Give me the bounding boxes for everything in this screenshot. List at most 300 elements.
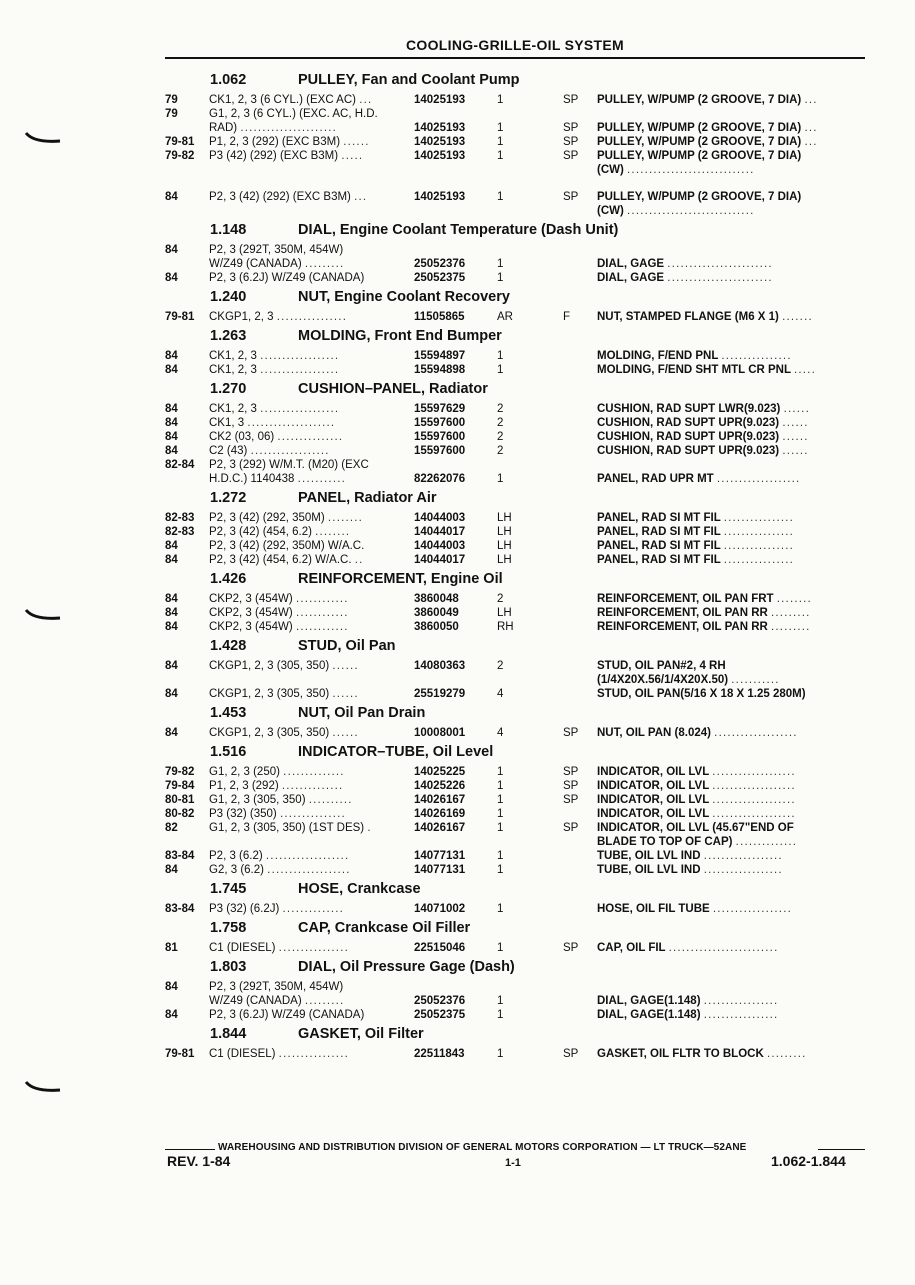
usage-description [209,821,372,835]
usage-text: RAD) [209,122,238,134]
dot-leader: ... [804,94,818,106]
section-number: 1.758 [210,920,247,936]
part-name [597,363,816,377]
dot-leader: ............ [295,593,349,605]
source-code: SP [563,150,579,162]
binder-mark-icon [24,131,64,145]
section-header [165,955,865,980]
section-name: STUD, Oil Pan [298,638,396,654]
usage-description [209,765,345,779]
model-year: 79 [165,94,178,106]
part-name [597,149,801,163]
table-row [165,835,865,849]
part-name [597,310,813,324]
part-name-text: MOLDING, F/END SHT MTL CR PNL [597,364,791,376]
dot-leader: ........ [315,526,351,538]
quantity: 1 [497,191,504,203]
model-year: 84 [165,191,178,203]
usage-description [209,793,353,807]
part-name [597,1008,778,1022]
model-year: 84 [165,727,178,739]
model-year: 83-84 [165,850,195,862]
dot-leader: ...... [782,417,809,429]
section-name: INDICATOR–TUBE, Oil Level [298,744,494,760]
dot-leader: ................ [278,1048,349,1060]
quantity: 1 [497,1009,504,1021]
part-name [597,849,783,863]
model-year: 79-81 [165,311,195,323]
source-code: SP [563,766,579,778]
table-row [165,93,865,107]
dot-leader: ...... [343,136,370,148]
part-name-text: DIAL, GAGE(1.148) [597,1009,701,1021]
section-header [165,1022,865,1047]
quantity: 4 [497,727,504,739]
part-number: 14026169 [414,808,466,820]
dot-leader: ............... [277,431,344,443]
usage-text: P2, 3 (292T, 350M, 454W) [209,981,344,993]
table-row [165,363,865,377]
section-number: 1.453 [210,705,247,721]
part-name-text: CUSHION, RAD SUPT UPR(9.023) [597,445,780,457]
dot-leader: ... [804,122,818,134]
table-row [165,849,865,863]
section-number: 1.270 [210,381,247,397]
dot-leader: ................ [276,311,348,323]
model-year: 82-84 [165,459,195,471]
part-name [597,204,755,218]
usage-text: CK1, 3 [209,417,245,429]
table-row [165,539,865,553]
section-number: 1.745 [210,881,247,897]
usage-description [209,659,359,673]
dot-leader: ................... [712,780,796,792]
usage-text: CK1, 2, 3 [209,403,257,415]
part-number: 14025193 [414,191,466,203]
dot-leader: .................. [250,445,330,457]
part-number: 15594898 [414,364,466,376]
model-year: 79-84 [165,780,195,792]
table-row [165,765,865,779]
table-row [165,902,865,916]
dot-leader: ...... [782,431,809,443]
dot-leader: ................... [712,766,796,778]
model-year: 84 [165,445,178,457]
usage-description [209,863,351,877]
part-name [597,472,800,486]
quantity: 1 [497,850,504,862]
table-row [165,402,865,416]
part-name [597,271,773,285]
part-number: 14080363 [414,660,466,672]
section-name: DIAL, Oil Pressure Gage (Dash) [298,959,515,975]
section-header [165,68,865,93]
usage-text: P2, 3 (6.2J) W/Z49 (CANADA) [209,1009,365,1021]
table-row [165,511,865,525]
dot-leader: .............. [281,780,344,792]
section-name: CAP, Crankcase Oil Filler [298,920,471,936]
dot-leader: ......... [304,258,345,270]
part-number: 3860048 [414,593,459,605]
table-row [165,726,865,740]
usage-text: G1, 2, 3 (305, 350) [209,794,306,806]
source-code: SP [563,727,579,739]
table-row [165,135,865,149]
dot-leader: ........ [327,512,364,524]
usage-description [209,458,369,472]
usage-text: P3 (32) (350) [209,808,277,820]
part-name [597,863,783,877]
table-row [165,190,865,204]
dot-leader: ....... [782,311,813,323]
part-name-text: STUD, OIL PAN(5/16 X 18 X 1.25 280M) [597,688,806,700]
usage-description [209,849,349,863]
usage-text: G1, 2, 3 (6 CYL.) (EXC. AC, H.D. [209,108,378,120]
part-name-text: MOLDING, F/END PNL [597,350,719,362]
usage-description [209,257,344,271]
part-name [597,793,796,807]
dot-leader: .................... [247,417,336,429]
table-row [165,430,865,444]
table-row [165,204,865,218]
usage-description [209,606,349,620]
quantity: LH [497,512,512,524]
table-row [165,149,865,163]
part-name-text: CAP, OIL FIL [597,942,666,954]
quantity: 2 [497,417,504,429]
table-row [165,821,865,835]
dot-leader: ......................... [668,942,779,954]
part-number: 14025225 [414,766,466,778]
part-number: 14025226 [414,780,466,792]
part-name-text: INDICATOR, OIL LVL [597,808,710,820]
part-name-text: (CW) [597,164,624,176]
table-row [165,941,865,955]
usage-description [209,135,370,149]
part-name-text: INDICATOR, OIL LVL [597,794,710,806]
section-name: HOSE, Crankcase [298,881,421,897]
table-row [165,444,865,458]
model-year: 84 [165,554,178,566]
section-range: 1.062-1.844 [771,1153,846,1169]
part-name-text: CUSHION, RAD SUPT UPR(9.023) [597,431,780,443]
dot-leader: .................. [260,403,340,415]
usage-description [209,121,337,135]
part-number: 14044003 [414,512,466,524]
part-number: 25052375 [414,272,466,284]
usage-text: CKGP1, 2, 3 (305, 350) [209,660,330,672]
source-code: SP [563,122,579,134]
part-name-text: REINFORCEMENT, OIL PAN RR [597,607,768,619]
model-year: 83-84 [165,903,195,915]
usage-description [209,620,349,634]
section-header [165,740,865,765]
section-header [165,218,865,243]
model-year: 84 [165,364,178,376]
section-name: GASKET, Oil Filter [298,1026,424,1042]
usage-text: P2, 3 (42) (292, 350M) [209,512,325,524]
dot-leader: ...... [782,445,809,457]
part-number: 22515046 [414,942,466,954]
table-row [165,349,865,363]
quantity: 1 [497,473,504,485]
source-code: SP [563,942,579,954]
part-name-text: REINFORCEMENT, OIL PAN RR [597,621,768,633]
quantity: 1 [497,780,504,792]
quantity: 2 [497,403,504,415]
section-header [165,324,865,349]
usage-description [209,807,346,821]
quantity: 1 [497,903,504,915]
table-row [165,107,865,121]
usage-text: CKP2, 3 (454W) [209,593,293,605]
part-name-text: PANEL, RAD SI MT FIL [597,526,721,538]
dot-leader: ...... [332,688,359,700]
part-number: 3860050 [414,621,459,633]
usage-text: G2, 3 (6.2) [209,864,264,876]
usage-text: W/Z49 (CANADA) [209,995,302,1007]
dot-leader: ............................. [627,205,755,217]
part-number: 14044003 [414,540,466,552]
usage-text: P2, 3 (42) (454, 6.2) [209,526,312,538]
part-name [597,430,809,444]
part-name-text: (1/4X20X.56/1/4X20X.50) [597,674,729,686]
row-spacer [165,177,865,190]
source-code: SP [563,94,579,106]
part-name-text: DIAL, GAGE [597,272,665,284]
part-number: 3860049 [414,607,459,619]
model-year: 84 [165,981,178,993]
model-year: 84 [165,621,178,633]
part-name-text: PULLEY, W/PUMP (2 GROOVE, 7 DIA) [597,136,802,148]
table-row [165,994,865,1008]
dot-leader: ..... [341,150,364,162]
quantity: 1 [497,94,504,106]
part-number: 25052375 [414,1009,466,1021]
table-row [165,659,865,673]
part-name [597,779,796,793]
source-code: SP [563,136,579,148]
revision-label: REV. 1-84 [167,1153,231,1169]
table-row [165,620,865,634]
section-header [165,916,865,941]
footer-rule [165,1149,215,1150]
part-name [597,726,798,740]
quantity: LH [497,540,512,552]
dot-leader: ........................ [667,272,773,284]
model-year: 84 [165,1009,178,1021]
part-name [597,821,794,835]
part-name [597,592,812,606]
dot-leader: ..... [794,364,816,376]
quantity: 1 [497,364,504,376]
dot-leader: ................ [721,350,792,362]
source-code: SP [563,794,579,806]
table-row [165,257,865,271]
quantity: 1 [497,136,504,148]
dot-leader: ............... [279,808,346,820]
usage-description [209,190,367,204]
dot-leader: ................ [723,554,795,566]
part-number: 14025193 [414,94,466,106]
part-number: 14025193 [414,150,466,162]
part-name [597,765,796,779]
dot-leader: ......... [766,1048,807,1060]
table-row [165,121,865,135]
section-name: NUT, Oil Pan Drain [298,705,426,721]
usage-text: P3 (42) (292) (EXC B3M) [209,150,339,162]
usage-description [209,107,378,121]
section-number: 1.844 [210,1026,247,1042]
part-name-text: PANEL, RAD UPR MT [597,473,714,485]
part-name-text: INDICATOR, OIL LVL [597,780,710,792]
part-name [597,163,755,177]
section-name: PULLEY, Fan and Coolant Pump [298,72,520,88]
usage-text: P2, 3 (292) W/M.T. (M20) (EXC [209,459,369,471]
part-number: 14044017 [414,526,466,538]
dot-leader: ............................. [627,164,755,176]
model-year: 81 [165,942,178,954]
section-name: PANEL, Radiator Air [298,490,437,506]
usage-description [209,1008,364,1022]
dot-leader: .................. [703,864,783,876]
model-year: 80-82 [165,808,195,820]
part-number: 15597600 [414,431,466,443]
model-year: 84 [165,431,178,443]
usage-description [209,363,339,377]
quantity: AR [497,311,513,323]
usage-text: P2, 3 (42) (292) (EXC B3M) [209,191,351,203]
section-number: 1.062 [210,72,247,88]
part-name [597,416,809,430]
part-number: 14071002 [414,903,466,915]
usage-text: P1, 2, 3 (292) [209,780,279,792]
table-row [165,416,865,430]
dot-leader: .................. [260,350,340,362]
dot-leader: ................... [267,864,351,876]
quantity: 1 [497,150,504,162]
section-name: DIAL, Engine Coolant Temperature (Dash Unit) [298,222,619,238]
part-name-text: PULLEY, W/PUMP (2 GROOVE, 7 DIA) [597,191,802,203]
dot-leader: .............. [282,903,345,915]
table-row [165,553,865,567]
part-name [597,673,780,687]
table-row [165,458,865,472]
usage-description [209,525,350,539]
part-number: 15597600 [414,445,466,457]
part-number: 15594897 [414,350,466,362]
model-year: 79-81 [165,1048,195,1060]
model-year: 84 [165,244,178,256]
dot-leader: ................ [723,512,795,524]
dot-leader: ... [354,191,368,203]
dot-leader: ...... [783,403,810,415]
usage-description [209,271,364,285]
dot-leader: ...................... [240,122,338,134]
part-number: 25052376 [414,995,466,1007]
quantity: 2 [497,593,504,605]
part-name-text: PULLEY, W/PUMP (2 GROOVE, 7 DIA) [597,122,802,134]
part-name-text: CUSHION, RAD SUPT LWR(9.023) [597,403,781,415]
part-name [597,257,773,271]
usage-description [209,553,364,567]
model-year: 84 [165,350,178,362]
part-name-text: GASKET, OIL FLTR TO BLOCK [597,1048,764,1060]
section-number: 1.803 [210,959,247,975]
part-name [597,93,818,107]
dot-leader: ......... [771,621,811,633]
usage-description [209,1047,349,1061]
section-header [165,567,865,592]
usage-text: P2, 3 (292T, 350M, 454W) [209,244,344,256]
section-name: CUSHION–PANEL, Radiator [298,381,488,397]
part-name [597,511,794,525]
dot-leader: .................. [712,903,792,915]
model-year: 79-82 [165,766,195,778]
section-name: MOLDING, Front End Bumper [298,328,502,344]
usage-text: CK1, 2, 3 [209,350,257,362]
dot-leader: .................. [703,850,783,862]
table-row [165,472,865,486]
section-number: 1.428 [210,638,247,654]
dot-leader: ........ [776,593,812,605]
part-name [597,620,811,634]
usage-text: C1 (DIESEL) [209,1048,276,1060]
quantity: 1 [497,864,504,876]
part-number: 82262076 [414,473,466,485]
part-number: 14077131 [414,850,466,862]
usage-text: G1, 2, 3 (305, 350) (1ST DES) [209,822,365,834]
part-name [597,1047,807,1061]
table-row [165,606,865,620]
usage-description [209,687,359,701]
quantity: 1 [497,350,504,362]
part-name [597,190,801,204]
page-title: COOLING-GRILLE-OIL SYSTEM [405,37,625,53]
part-name-text: NUT, OIL PAN (8.024) [597,727,711,739]
part-name-text: INDICATOR, OIL LVL (45.67"END OF [597,822,794,834]
part-number: 15597600 [414,417,466,429]
section-header [165,285,865,310]
dot-leader: ................. [703,1009,779,1021]
quantity: 2 [497,445,504,457]
usage-text: P2, 3 (6.2) [209,850,263,862]
footer-publisher: WAREHOUSING AND DISTRIBUTION DIVISION OF GENERAL MOTORS CORPORATION — LT TRUCK—52ANE [218,1142,747,1153]
usage-description [209,402,339,416]
section-number: 1.263 [210,328,247,344]
usage-text: P2, 3 (6.2J) W/Z49 (CANADA) [209,272,365,284]
usage-description [209,779,343,793]
usage-text: CKGP1, 2, 3 (305, 350) [209,727,330,739]
quantity: 2 [497,660,504,672]
part-name [597,444,809,458]
quantity: 4 [497,688,504,700]
dot-leader: ................. [703,995,779,1007]
table-row [165,1047,865,1061]
binder-mark-icon [24,608,64,622]
quantity: 1 [497,258,504,270]
usage-description [209,511,363,525]
dot-leader: ................... [265,850,350,862]
quantity: 1 [497,995,504,1007]
usage-text: CK2 (03, 06) [209,431,275,443]
source-code: SP [563,1048,579,1060]
quantity: LH [497,554,512,566]
dot-leader: ............ [295,607,349,619]
table-row [165,779,865,793]
part-name-text: HOSE, OIL FIL TUBE [597,903,710,915]
section-header [165,634,865,659]
